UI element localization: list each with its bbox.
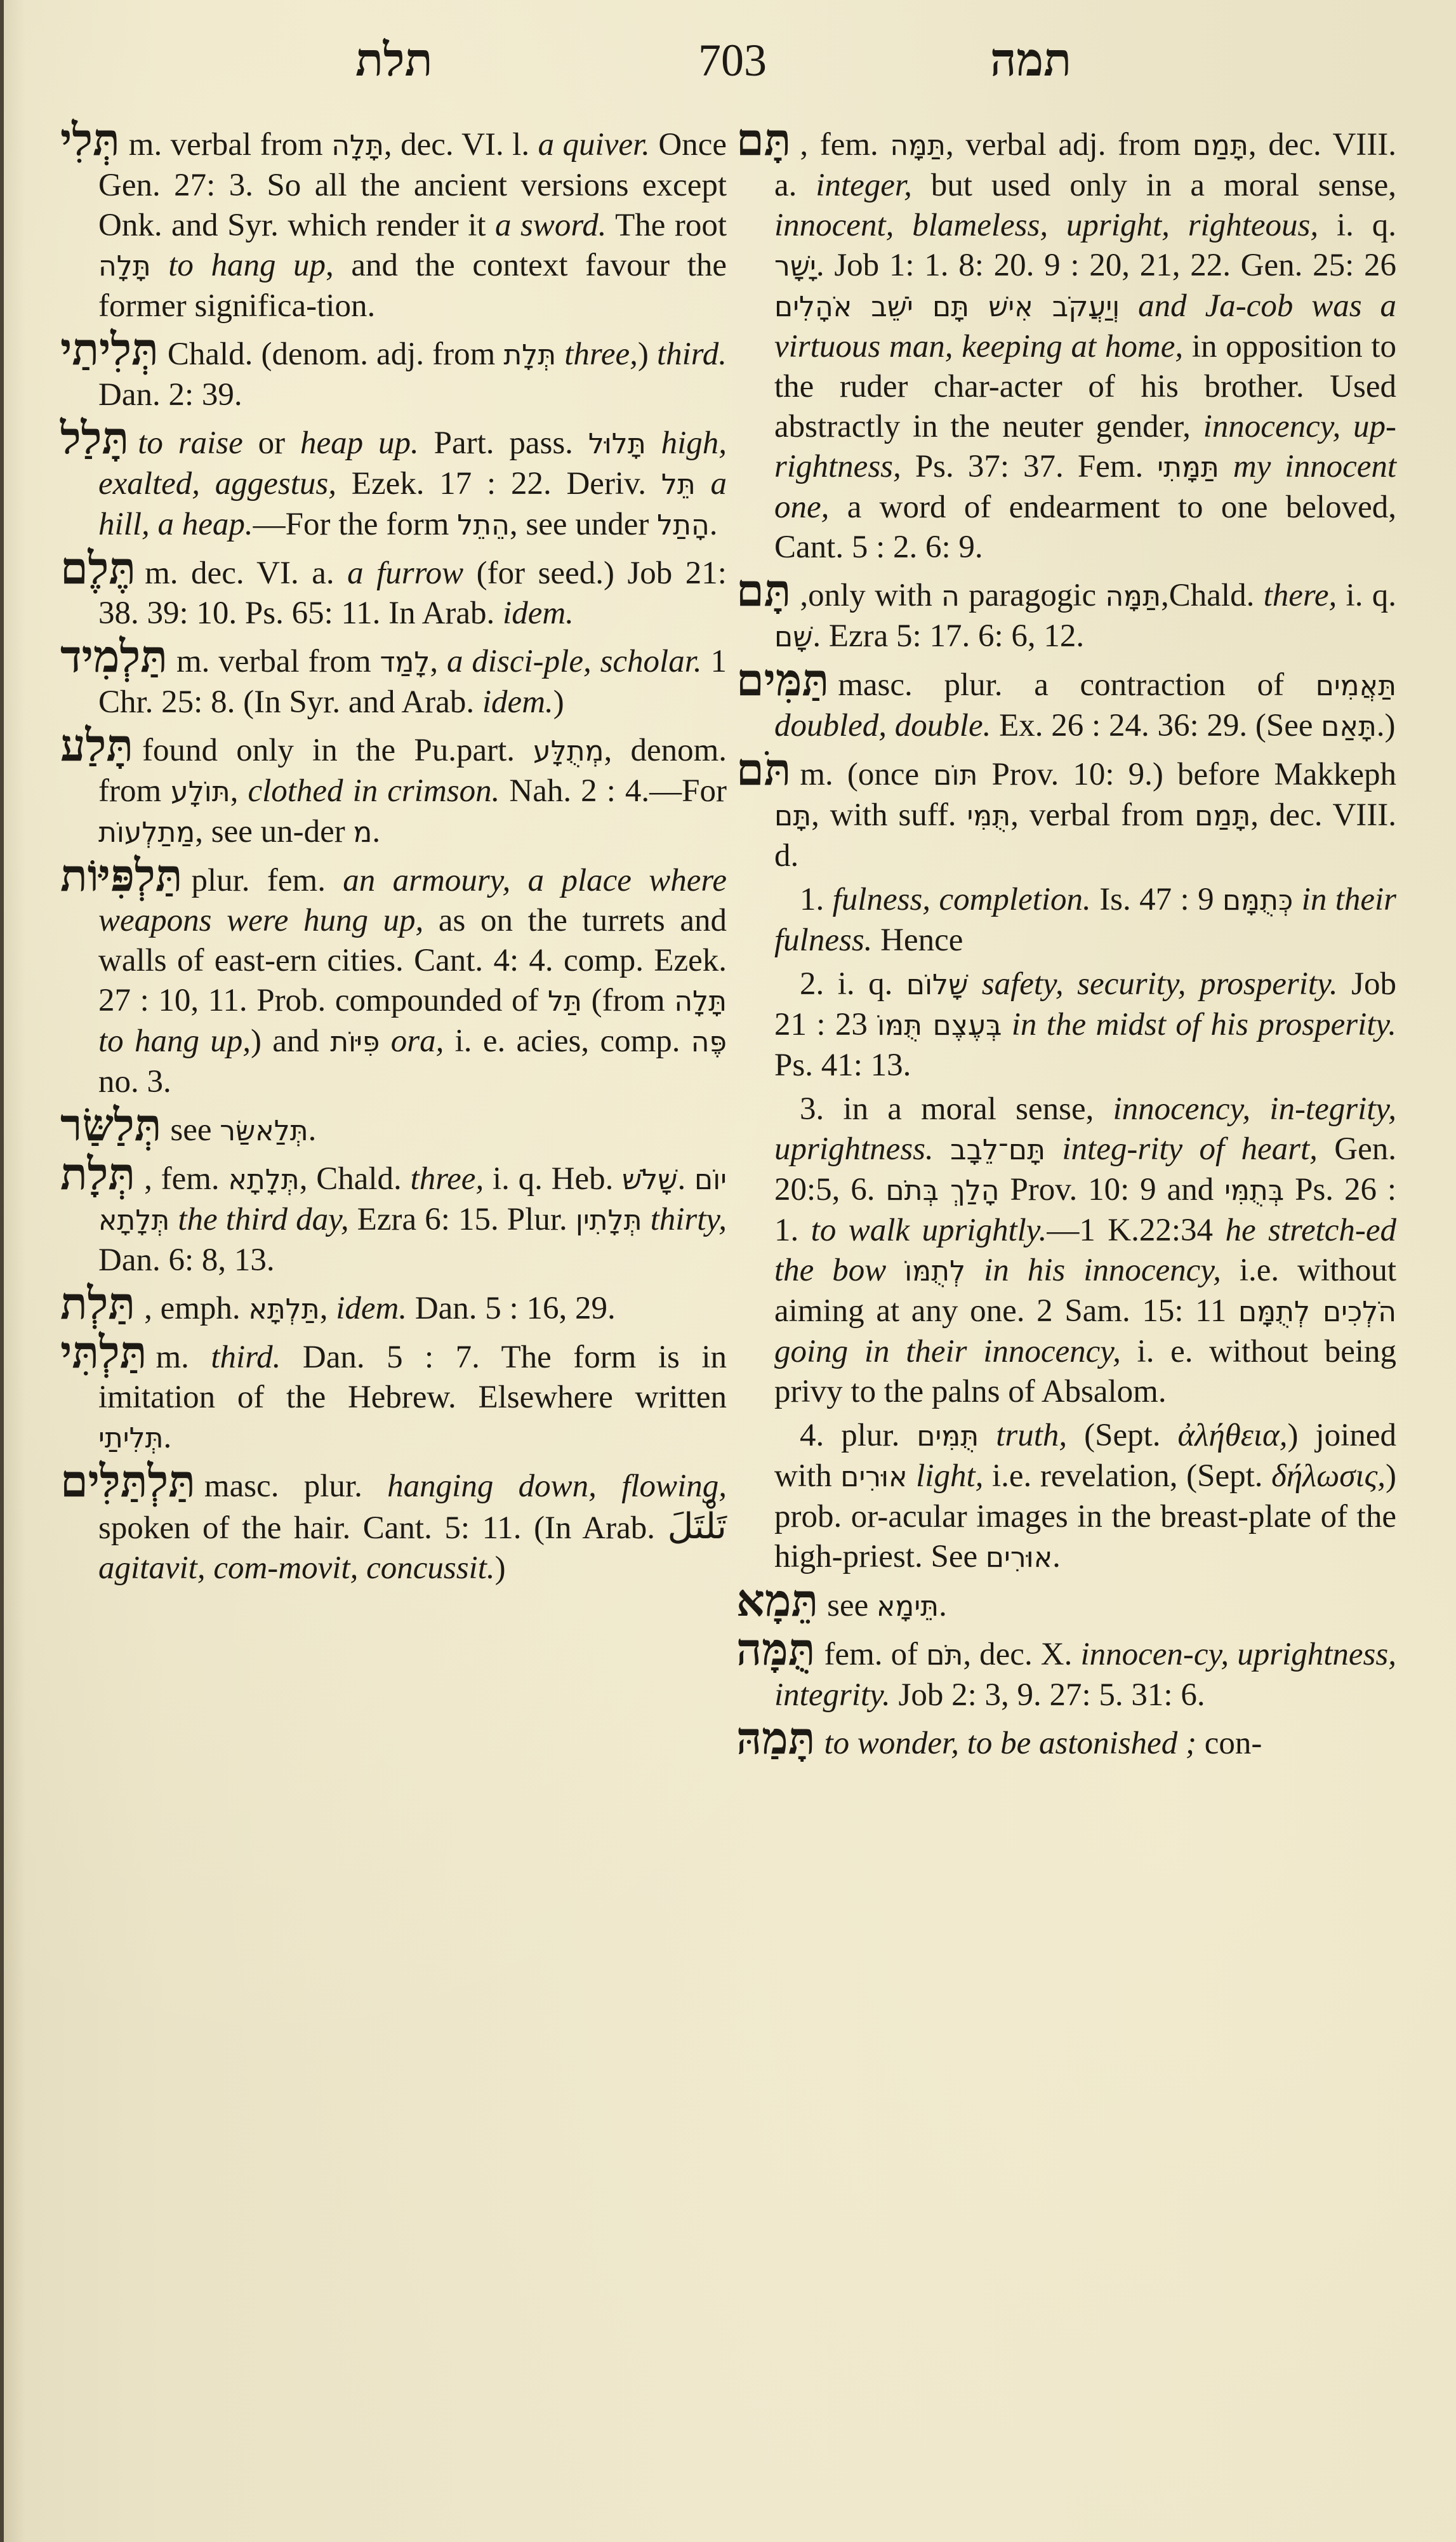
entry-headword: תָּם	[736, 116, 791, 165]
definition-text: Job 21 : 23	[774, 966, 1397, 1042]
entry-headword: תֵּמָא	[736, 1577, 819, 1626]
dictionary-entry	[60, 415, 727, 545]
hebrew-form: פִּיּוֹת	[330, 1026, 380, 1058]
gloss-italic: to walk uprightly.	[811, 1213, 1047, 1248]
definition-text: masc. plur.	[204, 1468, 388, 1504]
definition-text: Part. pass.	[418, 425, 588, 461]
entry-headword: תֶּלֶם	[60, 545, 136, 594]
left-column	[60, 116, 727, 1592]
entry-headword: תָּמַהּ	[736, 1715, 816, 1764]
gloss-italic: safety, security, prosperity.	[981, 966, 1338, 1002]
hebrew-form: תֹּם	[926, 1639, 963, 1672]
entry-headword: תַּמִּים	[736, 656, 830, 705]
dictionary-entry	[60, 633, 727, 722]
gloss-italic: going in their innocency,	[774, 1334, 1121, 1369]
hebrew-form: תֵּל	[661, 469, 696, 501]
definition-text: see	[170, 1112, 220, 1148]
gloss-italic: heap up.	[300, 425, 419, 461]
definition-text: paragogic	[959, 578, 1106, 613]
definition-text	[934, 1131, 950, 1167]
sense-paragraph	[736, 1089, 1396, 1412]
definition-text: , denom. from	[98, 733, 727, 809]
hebrew-form: תֵּימָא	[877, 1590, 939, 1623]
dictionary-entry	[736, 746, 1396, 876]
definition-text: m. verbal from	[128, 127, 332, 163]
hebrew-form: מְתֻלָּע	[533, 735, 604, 768]
definition-text: Dan. 6: 8, 13.	[98, 1242, 275, 1278]
gloss-italic: high, exalted, aggestus,	[98, 425, 727, 502]
entry-headword: תַּלְתִּי	[60, 1329, 147, 1378]
dictionary-entry	[60, 722, 727, 853]
definition-text: ,	[430, 644, 447, 679]
hebrew-form: תָּם־לֵבָב	[950, 1134, 1046, 1166]
hebrew-form: תֻּמִּים	[917, 1420, 979, 1453]
definition-text: Dan. 2: 39.	[98, 377, 242, 413]
gloss-italic: a sword.	[495, 208, 607, 243]
definition-text: , fem.	[800, 127, 890, 163]
definition-text	[1045, 1131, 1062, 1167]
definition-text: i. e. without being privy to the palns of Absalom.	[774, 1334, 1396, 1409]
definition-text: (for seed.) Job 21: 38. 39: 10. Ps. 65: 11. In Arab.	[98, 556, 727, 631]
entry-headword: תָּם	[736, 567, 791, 616]
definition-text: 4. plur.	[800, 1418, 917, 1453]
definition-text: , emph.	[144, 1291, 249, 1326]
definition-text: .	[709, 507, 718, 542]
hebrew-form: הָלַךְ בְּתֹם	[885, 1175, 1000, 1207]
definition-text: con-	[1196, 1726, 1262, 1761]
hebrew-form: ה	[941, 580, 960, 613]
hebrew-form: תַּמָּה	[1105, 580, 1161, 613]
definition-text: Is. 47 : 9	[1090, 882, 1222, 917]
definition-text	[908, 1458, 917, 1494]
definition-text: m. verbal from	[176, 644, 380, 679]
hebrew-form: תָּם	[774, 800, 812, 832]
definition-text: ) prob. or-acular images in the breast-plate of the high-priest. See	[774, 1458, 1396, 1574]
definition-text: —1 K.22:34	[1047, 1213, 1226, 1248]
entry-headword: תֹּם	[736, 746, 791, 795]
definition-text: , verbal from	[1010, 797, 1195, 833]
hebrew-form: וְיַעֲקֹב אִישׁ תָּם יֹשֵׁב אֹהָלִים	[774, 291, 1120, 323]
hebrew-form: הֹלְכִים לְתֻמָּם	[1238, 1296, 1397, 1328]
definition-text	[1219, 449, 1233, 484]
definition-text: —For the form	[253, 507, 458, 542]
dictionary-entry	[736, 1577, 1396, 1627]
definition-text: , and the context favour the former significa-tion.	[98, 248, 727, 324]
dictionary-entry	[736, 567, 1397, 657]
hebrew-form: תְּלָתִין	[575, 1204, 642, 1237]
definition-text: in opposition to the ruder char-acter of his brother. Used abstractly in the neuter gender,	[774, 329, 1396, 444]
entry-headword: תָּלַע	[60, 722, 134, 771]
entry-headword: תָּלַל	[60, 415, 129, 463]
dictionary-entry	[736, 656, 1396, 747]
definition-text: but used only in a moral sense,	[911, 168, 1396, 203]
dictionary-entry	[60, 1150, 727, 1281]
definition-text	[556, 336, 564, 372]
hebrew-form: תַּמָּה	[890, 130, 946, 162]
hebrew-form: כְּתֻמָּם	[1222, 884, 1294, 917]
definition-text: The root	[606, 208, 727, 243]
gloss-italic: to raise	[138, 425, 243, 461]
definition-text: .)	[1376, 708, 1396, 743]
hebrew-form: לְתֻמּוֹ	[904, 1255, 966, 1288]
gloss-italic: in the midst of his prosperity.	[1011, 1007, 1396, 1042]
definition-text: i. q.	[1337, 578, 1397, 613]
hebrew-form: תָּלָה	[98, 250, 151, 283]
definition-text: .	[1052, 1539, 1061, 1574]
definition-text: , dec. VIII. a.	[774, 127, 1396, 203]
sense-paragraph	[736, 880, 1396, 961]
gloss-italic: in his innocency,	[984, 1253, 1221, 1288]
definition-text: Chald. (denom. adj. from	[167, 336, 504, 372]
hebrew-form: הָתַל	[657, 509, 710, 542]
definition-text: Gen. 20:5, 6.	[774, 1131, 1397, 1208]
running-header	[0, 32, 1456, 89]
definition-text: , see un-der	[195, 814, 354, 849]
hebrew-form: הֵתֵל	[457, 509, 510, 542]
definition-text	[642, 1202, 651, 1237]
dictionary-entry	[60, 1458, 727, 1588]
definition-text: m. dec. VI. a.	[145, 556, 348, 591]
hebrew-form: שָׁלֹשׁ	[622, 1164, 678, 1196]
hebrew-form: שָׁם	[774, 621, 813, 653]
hebrew-form: יוֹם תְּלָתָא	[98, 1164, 727, 1237]
left-catchword: תלת	[355, 35, 433, 86]
definition-text: spoken of the hair. Cant. 5: 11. (In Arab.	[98, 1510, 668, 1546]
gloss-italic: third.	[656, 336, 727, 372]
definition-text: ,only with	[800, 578, 942, 613]
gloss-italic: clothed in crimson.	[248, 773, 500, 809]
definition-text: Dan. 5 : 7. The form is in imitation of the Hebrew. Elsewhere written	[98, 1340, 727, 1415]
definition-text: .	[163, 1420, 172, 1455]
definition-text: m.	[156, 1340, 211, 1375]
gloss-italic: doubled, double.	[774, 708, 991, 743]
definition-text: )	[494, 1550, 506, 1586]
sense-paragraph	[736, 1416, 1396, 1578]
hebrew-form: לָמַד	[380, 646, 430, 679]
definition-text: Job 2: 3, 9. 27: 5. 31: 6.	[890, 1677, 1205, 1713]
gloss-italic: idem.	[336, 1291, 407, 1326]
hebrew-form: מַתַלְעוֹת	[98, 816, 195, 849]
gloss-italic: to hang up,	[98, 1023, 251, 1059]
hebrew-form: תַּלְתָּא	[248, 1293, 320, 1326]
definition-text: i.e. without aiming at any one. 2 Sam. 15: 11	[774, 1253, 1396, 1329]
entry-headword: תַּלְמִיד	[60, 633, 168, 682]
hebrew-form: מ	[353, 816, 373, 849]
gloss-italic: hanging down, flowing,	[387, 1468, 727, 1504]
definition-text	[1293, 882, 1301, 917]
definition-text	[886, 1253, 904, 1288]
entry-headword: תַּלְתַּלִּים	[60, 1458, 195, 1507]
gloss-italic: integ-rity of heart,	[1062, 1131, 1318, 1167]
hebrew-form: אוּרִים	[985, 1541, 1053, 1574]
gloss-italic: to wonder, to be astonished ;	[824, 1726, 1196, 1761]
greek-form: δήλωσις,	[1271, 1458, 1386, 1494]
gloss-italic: truth,	[996, 1418, 1068, 1453]
gloss-italic: a hill, a heap.	[98, 466, 727, 542]
definition-text	[151, 248, 169, 283]
right-catchword: תמה	[990, 35, 1072, 86]
definition-text: . Ezra 5: 17. 6: 6, 12.	[812, 618, 1085, 654]
gloss-italic: he stretch-ed the bow	[774, 1213, 1397, 1288]
entry-headword: תֻּמָּה	[736, 1626, 816, 1675]
gloss-italic: an armoury, a place where weapons were hung up,	[98, 863, 727, 938]
definition-text: 1 Chr. 25: 8. (In Syr. and Arab.	[98, 644, 727, 720]
definition-text	[696, 466, 711, 502]
definition-text: , dec. X.	[963, 1637, 1081, 1672]
definition-text: ) joined with	[774, 1418, 1396, 1494]
definition-text: Ex. 26 : 24. 36: 29. (See	[991, 708, 1321, 743]
hebrew-form: תָּמַם	[1195, 800, 1251, 832]
definition-text: Ps. 26 : 1.	[774, 1172, 1397, 1248]
definition-text: Ezra 6: 15. Plur.	[348, 1202, 576, 1237]
definition-text: i.e. revelation, (Sept.	[983, 1458, 1272, 1494]
hebrew-form: תְּלָת	[503, 339, 557, 371]
hebrew-form: תָּלָה	[331, 130, 384, 162]
hebrew-form: תְּלָתָא	[228, 1164, 300, 1196]
definition-text: .	[308, 1112, 317, 1148]
gloss-italic: innocency, up-rightness,	[774, 409, 1396, 484]
gloss-italic: three,	[410, 1161, 484, 1197]
greek-form: ἀλήθεια,	[1177, 1418, 1288, 1453]
definition-text: Dan. 5 : 16, 29.	[407, 1291, 616, 1326]
definition-text: found only in the Pu.part.	[142, 733, 534, 768]
hebrew-form: בְּעֶצֶם תֻּמּוֹ	[877, 1009, 1002, 1042]
gloss-italic: a quiver.	[538, 127, 650, 163]
entry-headword: תְּלַשַּׂר	[60, 1101, 162, 1150]
definition-text: ,	[319, 1291, 336, 1326]
hebrew-form: יָשָׁר	[774, 250, 816, 283]
definition-text: , dec. VI. l.	[383, 127, 538, 163]
binding-edge	[0, 0, 4, 2542]
definition-text: 2. i. q.	[800, 966, 906, 1002]
gloss-italic: and Ja-cob was a virtuous man, keeping at home,	[774, 288, 1397, 364]
gloss-italic: ora,	[390, 1023, 444, 1059]
definition-text: (from	[581, 983, 675, 1018]
dictionary-entry	[60, 1280, 727, 1329]
hebrew-form: תְּלִיתַי	[98, 1422, 164, 1454]
definition-text	[1120, 288, 1138, 324]
gloss-italic: my innocent one,	[774, 449, 1397, 525]
gloss-italic: three,	[564, 336, 638, 372]
entry-headword: תְּלָת	[60, 1150, 136, 1199]
dictionary-entry	[60, 116, 727, 326]
definition-text: 1.	[800, 882, 833, 917]
definition-text: Once Gen. 27: 3. So all the ancient versions except Onk. and Syr. which render it	[98, 127, 727, 243]
gloss-italic: in their fulness.	[774, 882, 1397, 958]
definition-text: , see under	[509, 507, 658, 542]
gloss-italic: agitavit, com-movit, concussit.	[98, 1550, 495, 1586]
gloss-italic: idem.	[482, 684, 553, 720]
hebrew-form: תָּלוּל	[588, 428, 646, 460]
definition-text	[169, 1202, 178, 1237]
definition-text: masc. plur. a contraction of	[838, 667, 1316, 703]
hebrew-form: תּוֹלָע	[171, 776, 230, 808]
definition-text: Ps. 41: 13.	[774, 1048, 911, 1083]
definition-text: i. e. acies, comp.	[444, 1023, 691, 1059]
definition-text: )	[637, 336, 657, 372]
definition-text	[646, 425, 661, 461]
dictionary-entry	[60, 1329, 727, 1458]
hebrew-form: פֶּה	[691, 1026, 727, 1058]
definition-text: )	[553, 684, 564, 720]
definition-text	[968, 966, 981, 1002]
dictionary-entry	[60, 326, 727, 415]
definition-text: ,	[230, 773, 248, 809]
definition-text: Hence	[872, 922, 963, 958]
dictionary-entry	[736, 116, 1397, 568]
gloss-italic: idem.	[503, 596, 574, 631]
definition-text: , fem.	[144, 1161, 228, 1197]
gloss-italic: to hang up	[168, 248, 326, 283]
definition-text: see	[827, 1588, 877, 1623]
definition-text: m. (once	[800, 757, 934, 792]
hebrew-form: תַּאֲמִים	[1315, 670, 1396, 702]
gloss-italic: innocent, blameless, upright, righteous,	[774, 208, 1319, 243]
definition-text	[1002, 1007, 1011, 1042]
gloss-italic: innocency, in-tegrity, uprightness.	[774, 1091, 1396, 1167]
gloss-italic: fulness, completion.	[832, 882, 1091, 917]
hebrew-form: תּוֹם	[933, 759, 978, 792]
gloss-italic: a furrow	[347, 556, 464, 591]
right-column	[736, 116, 1397, 1767]
hebrew-form: אוּרִים	[840, 1461, 908, 1493]
entry-headword: תְּלִי	[60, 116, 120, 165]
definition-text: .	[939, 1588, 947, 1623]
entry-headword: תַּלְת	[60, 1280, 136, 1329]
definition-text: fem. of	[824, 1637, 927, 1672]
hebrew-form: תָּלָה	[674, 985, 727, 1018]
entry-headword: תְּלִיתַי	[60, 326, 159, 375]
gloss-italic: the third day,	[178, 1202, 349, 1237]
definition-text: plur. fem.	[191, 863, 343, 898]
gloss-italic: a disci-ple, scholar.	[447, 644, 702, 679]
definition-text: as on the turrets and walls of east-ern cities. Cant. 4: 4. comp. Ezek. 27 : 10, 11. Prob. compounded of	[98, 903, 727, 1018]
definition-text: i. q.	[1318, 208, 1396, 243]
dictionary-entry	[736, 1715, 1396, 1764]
definition-text: . Job 1: 1. 8: 20. 9 : 20, 21, 22. Gen. 25: 26	[816, 248, 1396, 283]
definition-text: (Sept.	[1067, 1418, 1178, 1453]
hebrew-form: תַּמָּתִי	[1157, 451, 1219, 484]
dictionary-entry	[736, 1626, 1396, 1715]
dictionary-entry	[60, 1101, 727, 1151]
definition-text: , with suff.	[811, 797, 967, 833]
definition-text: ,Chald.	[1161, 578, 1264, 613]
gloss-italic: light,	[916, 1458, 984, 1494]
definition-text: or	[242, 425, 300, 461]
entry-headword: תַּלְפִּיּוֹת	[60, 852, 183, 901]
dictionary-entry	[60, 545, 727, 634]
gloss-italic: innocen-cy, uprightness, integrity.	[774, 1637, 1396, 1713]
gloss-italic: integer,	[816, 168, 912, 203]
definition-text: , Chald.	[299, 1161, 411, 1197]
definition-text: .	[677, 1161, 694, 1197]
definition-text	[380, 1023, 390, 1059]
arabic-form: تَلْتَلَ	[667, 1506, 727, 1547]
hebrew-form: תָּאַם	[1321, 710, 1377, 743]
hebrew-form: תָּמַם	[1192, 130, 1248, 162]
hebrew-form: תַּל	[548, 985, 582, 1018]
definition-text: Ps. 37: 37. Fem.	[901, 449, 1158, 484]
hebrew-form: תְּלַאשַּׂר	[220, 1115, 308, 1147]
definition-text: Prov. 10: 9 and	[999, 1172, 1225, 1208]
gloss-italic: there,	[1263, 578, 1337, 613]
hebrew-form: שָׁלוֹם	[906, 969, 969, 1001]
definition-text: a word of endearment to one beloved, Cant. 5 : 2. 6: 9.	[774, 489, 1396, 565]
definition-text: no. 3.	[98, 1064, 171, 1100]
gloss-italic: thirty,	[650, 1202, 727, 1237]
page-number: 703	[698, 35, 767, 86]
definition-text: , dec. VIII. d.	[774, 797, 1396, 874]
definition-text: .	[372, 814, 381, 849]
definition-text	[979, 1418, 996, 1453]
definition-text: Prov. 10: 9.) before Makkeph	[977, 757, 1396, 792]
definition-text: Nah. 2 : 4.—For	[500, 773, 727, 809]
definition-text: , verbal adj. from	[945, 127, 1193, 163]
definition-text	[965, 1253, 984, 1288]
definition-text: 3. in a moral sense,	[800, 1091, 1113, 1127]
definition-text: Ezek. 17 : 22. Deriv.	[336, 466, 661, 502]
definition-text: ) and	[251, 1023, 331, 1059]
gloss-italic: third.	[211, 1340, 281, 1375]
definition-text: i. q. Heb.	[484, 1161, 623, 1197]
dictionary-entry	[60, 852, 727, 1102]
hebrew-form: בְּתֻמִּי	[1224, 1175, 1285, 1207]
hebrew-form: תֻּמִּי	[967, 800, 1011, 832]
sense-paragraph	[736, 964, 1396, 1086]
